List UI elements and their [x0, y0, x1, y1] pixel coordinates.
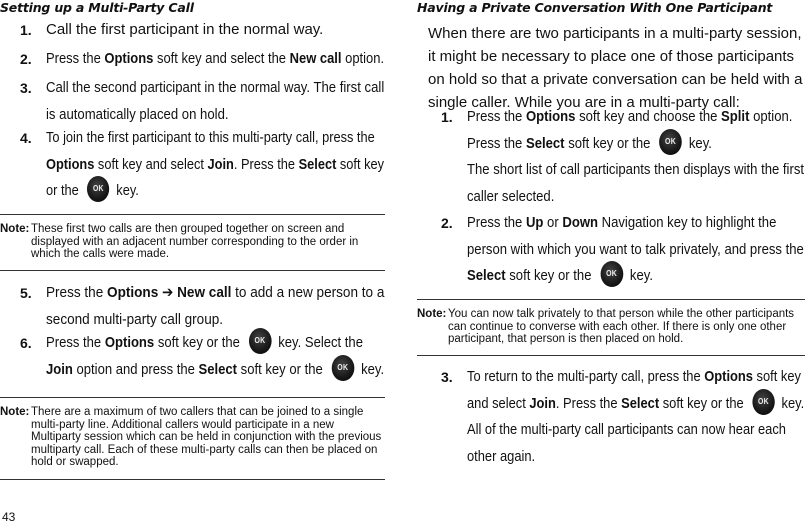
note-label: Note:	[417, 308, 447, 320]
step-text: Press the Options soft key and select the New call option.	[46, 50, 385, 67]
step-number: 2.	[20, 51, 32, 67]
step-number: 5.	[20, 285, 32, 301]
note-text: There are a maximum of two callers that can be joined to a single multi-party line. Additional callers would participate in a new Multiparty session which can be held in conjunction with the previous multiparty call. Each of these multi-party calls can then be placed on hold or swapped.	[31, 406, 382, 468]
step-number: 4.	[20, 130, 32, 146]
step-number: 3.	[20, 80, 32, 96]
step-text: Press the Up or Down Navigation key to highlight the person with which you want to talk privately, and press the Select soft key or the OK key.	[467, 210, 804, 290]
note-label: Note:	[0, 223, 30, 235]
step-number: 3.	[441, 369, 453, 385]
step-number: 1.	[441, 109, 453, 125]
ok-key-icon: OK	[331, 355, 354, 381]
ok-key-icon: OK	[600, 261, 623, 287]
note-box	[0, 214, 385, 271]
step-number: 6.	[20, 335, 32, 351]
step-text: Press the Options soft key or the OK key. Select the Join option and press the Select soft key or the OK key.	[46, 330, 384, 383]
page-number: 43	[2, 510, 16, 524]
ok-key-icon: OK	[87, 176, 109, 202]
note-box	[417, 299, 805, 356]
ok-key-icon: OK	[249, 328, 272, 354]
step-number: 2.	[441, 215, 453, 231]
ok-key-icon: OK	[752, 389, 774, 415]
note-text: You can now talk privately to that person while the other participants can continue to converse with each other. If there is only one other participant, that person is then placed on hold.	[448, 308, 795, 345]
note-text: These first two calls are then grouped together on screen and displayed with an adjacent number corresponding to the order in which the calls were made.	[31, 223, 359, 260]
section-heading-private: Having a Private Conversation With One Participant	[417, 0, 773, 15]
step-text: Call the first participant in the normal way.	[46, 21, 324, 38]
note-box	[0, 397, 385, 480]
step-text: To return to the multi-party call, press the Options soft key and select Join. Press the Select soft key or the OK key. All of the multi-party call participants can now hear each other again.	[467, 368, 805, 465]
section-heading-multiparty: Setting up a Multi-Party Call	[0, 0, 194, 15]
step-number: 1.	[20, 22, 32, 38]
intro-paragraph: When there are two participants in a multi-party session, it might be necessary to place one of those participants on hold so that a private conversation can be held with a single caller. While you are in a multi-party call:	[428, 25, 803, 111]
ok-key-icon: OK	[659, 129, 682, 155]
note-label: Note:	[0, 406, 30, 418]
step-text: Press the Options ➔ New call to add a new person to a second multi-party call group.	[46, 284, 385, 328]
step-text: To join the first participant to this multi-party call, press the Options soft key and select Join. Press the Select soft key or the OK key.	[46, 125, 384, 205]
step-text: Press the Options soft key and choose the Split option. Press the Select soft key or the OK key. The short list of call participants then displays with the first caller selected.	[467, 108, 805, 205]
step-text: Call the second participant in the normal way. The first call is automatically placed on hold.	[46, 79, 385, 123]
